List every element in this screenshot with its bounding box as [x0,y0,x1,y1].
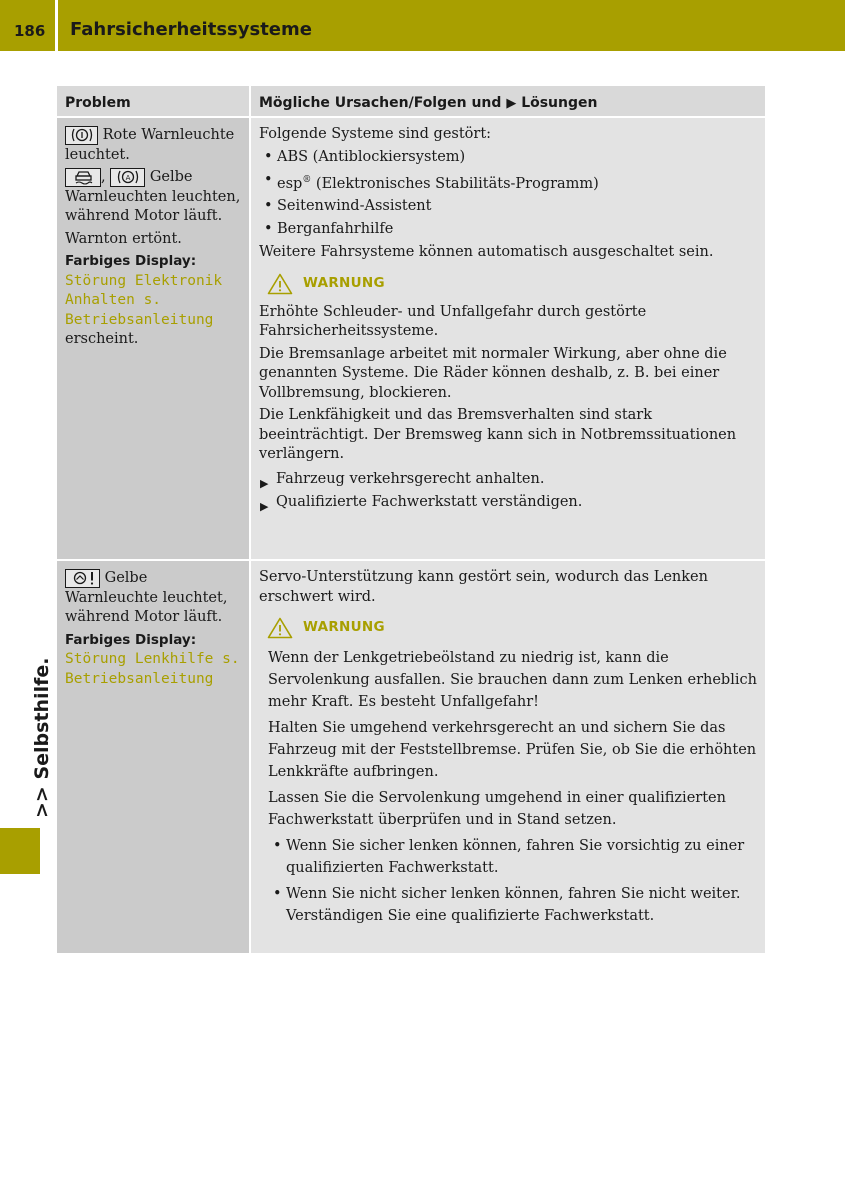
display-text: Störung Elektronik Anhalten s. Betriebsanleitung [65,272,223,328]
table-row [57,118,765,561]
list-item: • Berganfahrhilfe [259,220,757,240]
problem-text: Gelbe Warnleuchten leuchten, während Motor läuft. [65,169,241,224]
registered-mark: ® [302,174,312,185]
system-list [259,148,757,240]
warning-triangle-icon [267,617,293,639]
solution-cell [251,561,765,953]
side-tab-marker [0,828,40,874]
warning-paragraph: Die Lenkfähigkeit und das Bremsverhalten sind stark beeinträchtigt. Der Bremsweg kann sich in Notbremssituationen verlängern. [259,407,737,463]
problem-cell [57,118,251,559]
esp-abbrev: esp [277,175,303,192]
warning-label: WARNUNG [303,275,385,292]
warning-body [259,647,757,927]
troubleshooting-table [57,86,765,953]
list-item [259,171,757,194]
step-text: Fahrzeug verkehrsgerecht anhalten. [276,470,545,487]
list-item: • Wenn Sie sicher lenken können, fahren Sie vorsichtig zu einer qualifizierten Fachwerkstatt. [268,835,757,879]
warning-paragraph: Lassen Sie die Servolenkung umgehend in einer qualifizierten Fachwerkstatt überprüfen und in Stand setzen. [268,790,726,828]
problem-text: Gelbe Warnleuchte leuchtet, während Motor läuft. [65,570,228,625]
warning-paragraph: Die Bremsanlage arbeitet mit normaler Wirkung, aber ohne die genannten Systeme. Die Räder können deshalb, z. B. bei einer Vollbremsung, blockieren. [259,345,727,401]
header-solutions-suffix: Lösungen [521,95,598,111]
warning-heading [267,271,757,297]
table-row [57,561,765,953]
problem-text: Rote Warnleuchte leuchtet. [65,127,235,163]
esp-description: (Elektronisches Stabilitäts-Programm) [315,175,599,192]
page-header [0,0,845,51]
warning-triangle-icon [267,273,293,295]
page-number: 186 [14,22,46,40]
warning-tone-text: Warnton ertönt. [65,230,182,247]
display-suffix: erscheint. [65,331,139,347]
solution-intro: Folgende Systeme sind gestört: [259,126,492,142]
warning-paragraph: Erhöhte Schleuder- und Unfallgefahr durch gestörte Fahrsicherheitssysteme. [259,303,647,340]
instruction-list [268,835,757,927]
header-solutions [251,86,765,116]
warning-heading [267,615,757,641]
arrow-right-icon: ▶ [506,96,517,111]
steering-assist-warning-icon [110,168,145,187]
display-message [65,252,241,350]
header-divider [55,0,58,51]
problem-line-1 [65,569,241,628]
list-item: • ABS (Antiblockiersystem) [259,148,757,168]
esp-warning-icon [65,168,101,187]
list-item: • Seitenwind-Assistent [259,197,757,217]
list-item [259,493,757,513]
abs-warning-icon [65,126,98,145]
warning-label: WARNUNG [303,619,385,636]
power-steering-warning-icon [65,569,100,588]
section-tab-label: >> Selbsthilfe. [31,657,53,818]
problem-cell [57,561,251,953]
list-item: • Wenn Sie nicht sicher lenken können, fahren Sie nicht weiter. Verständigen Sie eine qualifizierte Fachwerkstatt. [268,883,757,927]
step-text: Qualifizierte Fachwerkstatt verständigen. [276,494,583,511]
display-label: Farbiges Display: [65,631,197,648]
display-text: Störung Lenkhilfe s. Betriebsanleitung [65,651,240,687]
warning-paragraph: Halten Sie umgehend verkehrsgerecht an und sichern Sie das Fahrzeug mit der Feststellbremse. Prüfen Sie, ob Sie die erhöhten Lenkkräfte aufbringen. [268,720,757,780]
table-header-row [57,86,765,118]
header-solutions-prefix: Mögliche Ursachen/Folgen und [259,95,502,111]
display-message [65,631,241,690]
solution-cell [251,118,765,559]
problem-line-1 [65,126,241,165]
page-title: Fahrsicherheitssysteme [70,19,312,40]
arrow-right-icon: ▶ [260,476,269,490]
header-problem: Problem [57,86,251,116]
action-steps [259,470,757,513]
list-item [259,470,757,490]
warning-paragraph: Wenn der Lenkgetriebeölstand zu niedrig ist, kann die Servolenkung ausfallen. Sie brauchen dann zum Lenken erheblich mehr Kraft. Es besteht Unfallgefahr! [268,650,757,710]
solution-note: Weitere Fahrsysteme können automatisch ausgeschaltet sein. [259,244,714,261]
problem-line-2 [65,168,241,227]
arrow-right-icon: ▶ [260,500,269,514]
separator-comma: , [101,169,106,185]
display-label: Farbiges Display: [65,253,197,269]
solution-intro: Servo-Unterstützung kann gestört sein, wodurch das Lenken erschwert wird. [259,569,708,605]
svg-text:A: A [125,174,131,182]
